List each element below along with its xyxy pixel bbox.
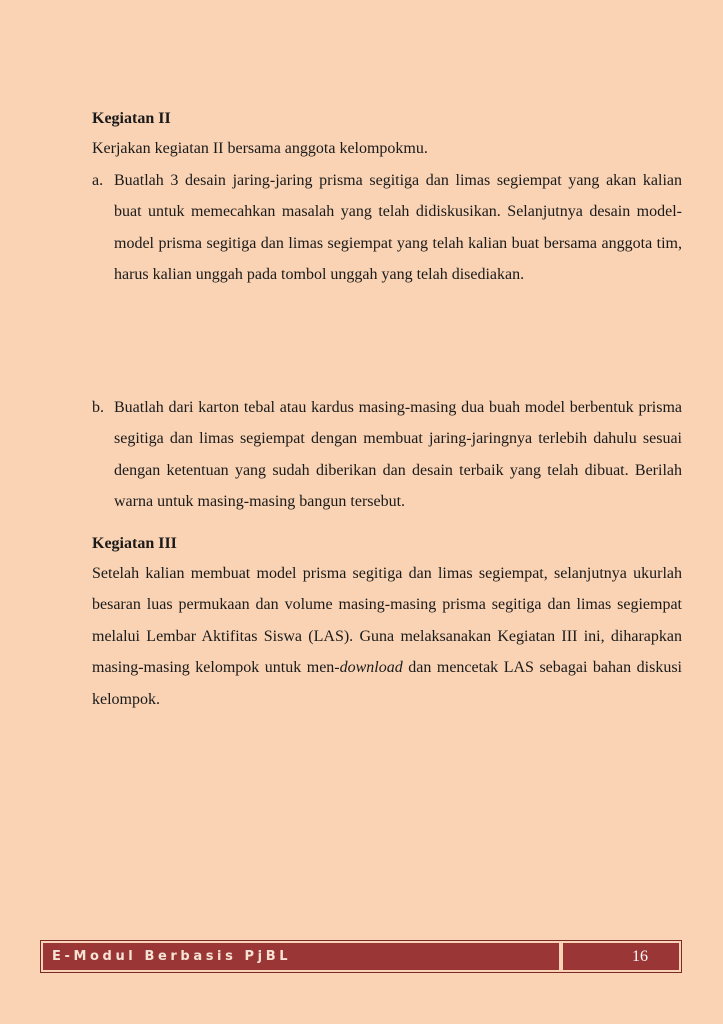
list-marker-a: a. [92,171,104,189]
list-text-b: Buatlah dari karton tebal atau kardus masing-masing dua buah model berbentuk prisma segitiga dan limas segiempat dengan membuat jaring-jaringnya terlebih dahulu sesuai dengan ketentuan yang sudah diberikan dan desain terbaik yang telah dibuat. Berilah warna untuk masing-masing bangun tersebut. [114,398,682,510]
page-content [92,105,682,715]
kegiatan-3-text-italic: download [339,659,403,676]
list-marker-b: b. [92,398,104,416]
spacer [92,518,682,530]
spacer [92,291,682,392]
kegiatan-3-paragraph [92,558,682,716]
list-text-a: Buatlah 3 desain jaring-jaring prisma segitiga dan limas segiempat yang akan kalian buat untuk memecahkan masalah yang telah didiskusikan. Selanjutnya desain model-model prisma segitiga dan limas segiempat yang telah kalian buat bersama anggota tim, harus kalian unggah pada tombol unggah yang telah disediakan. [114,171,682,283]
footer-title: E-Modul Berbasis PjBL [43,943,559,970]
kegiatan-2-intro: Kerjakan kegiatan II bersama anggota kelompokmu. [92,140,428,157]
kegiatan-3-text-before: Setelah kalian membuat model prisma segitiga dan limas segiempat, selanjutnya ukurlah besaran luas permukaan dan volume masing-masing prisma segitiga dan limas segiempat melalui Lembar Aktifitas Siswa (LAS). Guna melaksanakan Kegiatan III ini, diharapkan masing-masing kelompok untuk men- [92,564,682,676]
footer-bar [40,940,682,973]
page-number: 16 [563,943,679,970]
list-item-a [92,165,682,291]
kegiatan-2-heading: Kegiatan II [92,110,171,127]
kegiatan-3-text-after: dan mencetak LAS sebagai bahan diskusi kelompok. [92,659,682,708]
list-item-b [92,392,682,518]
kegiatan-3-heading: Kegiatan III [92,534,177,552]
